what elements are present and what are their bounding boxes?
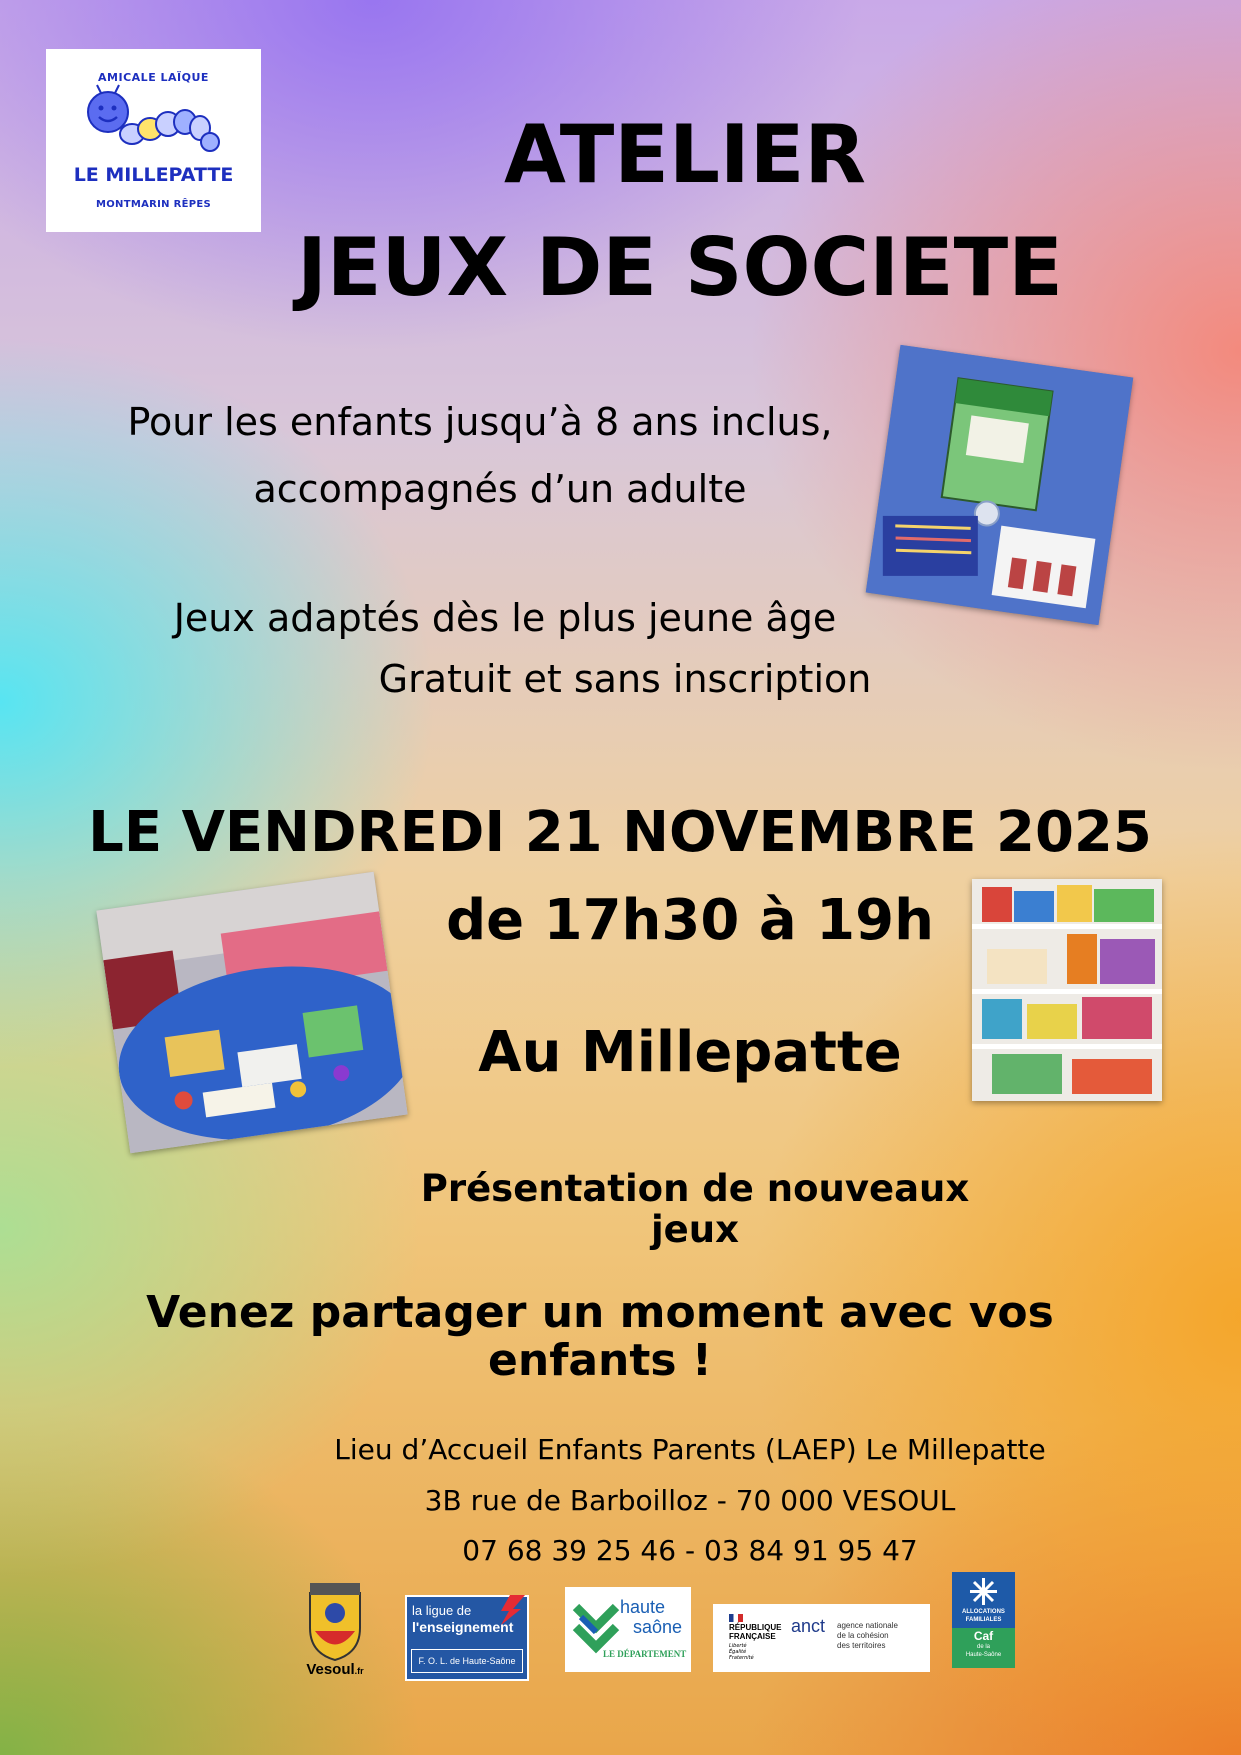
- caf-line-3: Caf: [973, 1629, 994, 1643]
- logo-top-text: AMICALE LAÏQUE: [98, 71, 209, 84]
- caf-line-2: FAMILIALES: [965, 1617, 1002, 1623]
- rf-line-1: RÉPUBLIQUE: [729, 1623, 782, 1632]
- caf-line-4: de la: [976, 1644, 990, 1650]
- millepatte-logo: [46, 49, 261, 232]
- rf-line-4: Égalité: [729, 1649, 747, 1655]
- ligue-line-3: F. O. L. de Haute-Saône: [411, 1649, 523, 1673]
- ligue-enseignement-logo: [405, 1595, 529, 1681]
- contact-phones: 07 68 39 25 46 - 03 84 91 95 47: [462, 1534, 918, 1567]
- anct-line-2: de la cohésion: [837, 1631, 889, 1640]
- invite-text: Venez partager un moment avec vos enfants !: [146, 1287, 1054, 1387]
- vesoul-crest-icon: [305, 1583, 365, 1661]
- caf-snowflake-icon: [968, 1576, 999, 1607]
- rf-line-5: Fraternité: [729, 1655, 754, 1661]
- vesoul-label: [300, 1661, 370, 1678]
- contact-name: Lieu d’Accueil Enfants Parents (LAEP) Le Millepatte: [334, 1433, 1046, 1466]
- haute-saone-emblem-icon: [571, 1597, 621, 1657]
- republique-anct-logo: [713, 1604, 930, 1672]
- hs-line-3: LE DÉPARTEMENT: [603, 1649, 687, 1659]
- caf-green-band: [952, 1628, 1015, 1668]
- caf-line-1: ALLOCATIONS: [962, 1609, 1005, 1615]
- play-table-illustration: [96, 872, 407, 1154]
- hs-line-1: haute: [620, 1597, 666, 1617]
- title-line-2: JEUX DE SOCIETE: [297, 221, 1063, 314]
- vesoul-text: Vesoul: [306, 1661, 355, 1678]
- rf-line-3: Liberté: [729, 1643, 747, 1649]
- event-date: LE VENDREDI 21 NOVEMBRE 2025: [88, 800, 1152, 865]
- haute-saone-logo: [565, 1587, 691, 1672]
- event-place: Au Millepatte: [478, 1020, 902, 1085]
- intro-line-1: Pour les enfants jusqu’à 8 ans inclus,: [127, 400, 833, 444]
- event-time: de 17h30 à 19h: [446, 888, 934, 953]
- ligue-line-1: la ligue de: [412, 1603, 472, 1618]
- caf-logo: [952, 1572, 1015, 1668]
- french-flag-icon: [729, 1614, 743, 1622]
- photo-play-table: [96, 872, 407, 1154]
- anct-line-1: agence nationale: [837, 1621, 898, 1630]
- intro-line-2: accompagnés d’un adulte: [253, 467, 747, 511]
- photo-game-box: [866, 345, 1134, 625]
- rf-line-2: FRANÇAISE: [729, 1632, 776, 1641]
- vesoul-logo: [300, 1583, 370, 1683]
- intro-line-4: Gratuit et sans inscription: [378, 657, 872, 701]
- logo-subtitle: MONTMARIN RÊPES: [96, 199, 211, 210]
- vesoul-suffix: .fr: [354, 1666, 364, 1676]
- anct-line-3: des territoires: [837, 1641, 886, 1650]
- caf-line-5: Haute-Saône: [965, 1652, 1002, 1658]
- game-box-illustration: [866, 345, 1134, 625]
- ligue-line-2: l'enseignement: [412, 1619, 514, 1635]
- logo-name: LE MILLEPATTE: [73, 164, 234, 186]
- intro-line-3: Jeux adaptés dès le plus jeune âge: [173, 596, 837, 640]
- contact-address: 3B rue de Barboilloz - 70 000 VESOUL: [424, 1484, 956, 1517]
- caterpillar-icon: [84, 84, 224, 164]
- title-line-1: ATELIER: [504, 108, 866, 201]
- photo-game-shelf: [972, 879, 1162, 1101]
- shelf-illustration: [972, 879, 1162, 1101]
- anct-wordmark: anct: [791, 1616, 826, 1636]
- presentation-text: Présentation de nouveaux jeux: [420, 1167, 970, 1251]
- lightning-icon: [495, 1595, 525, 1625]
- hs-line-2: saône: [633, 1617, 683, 1637]
